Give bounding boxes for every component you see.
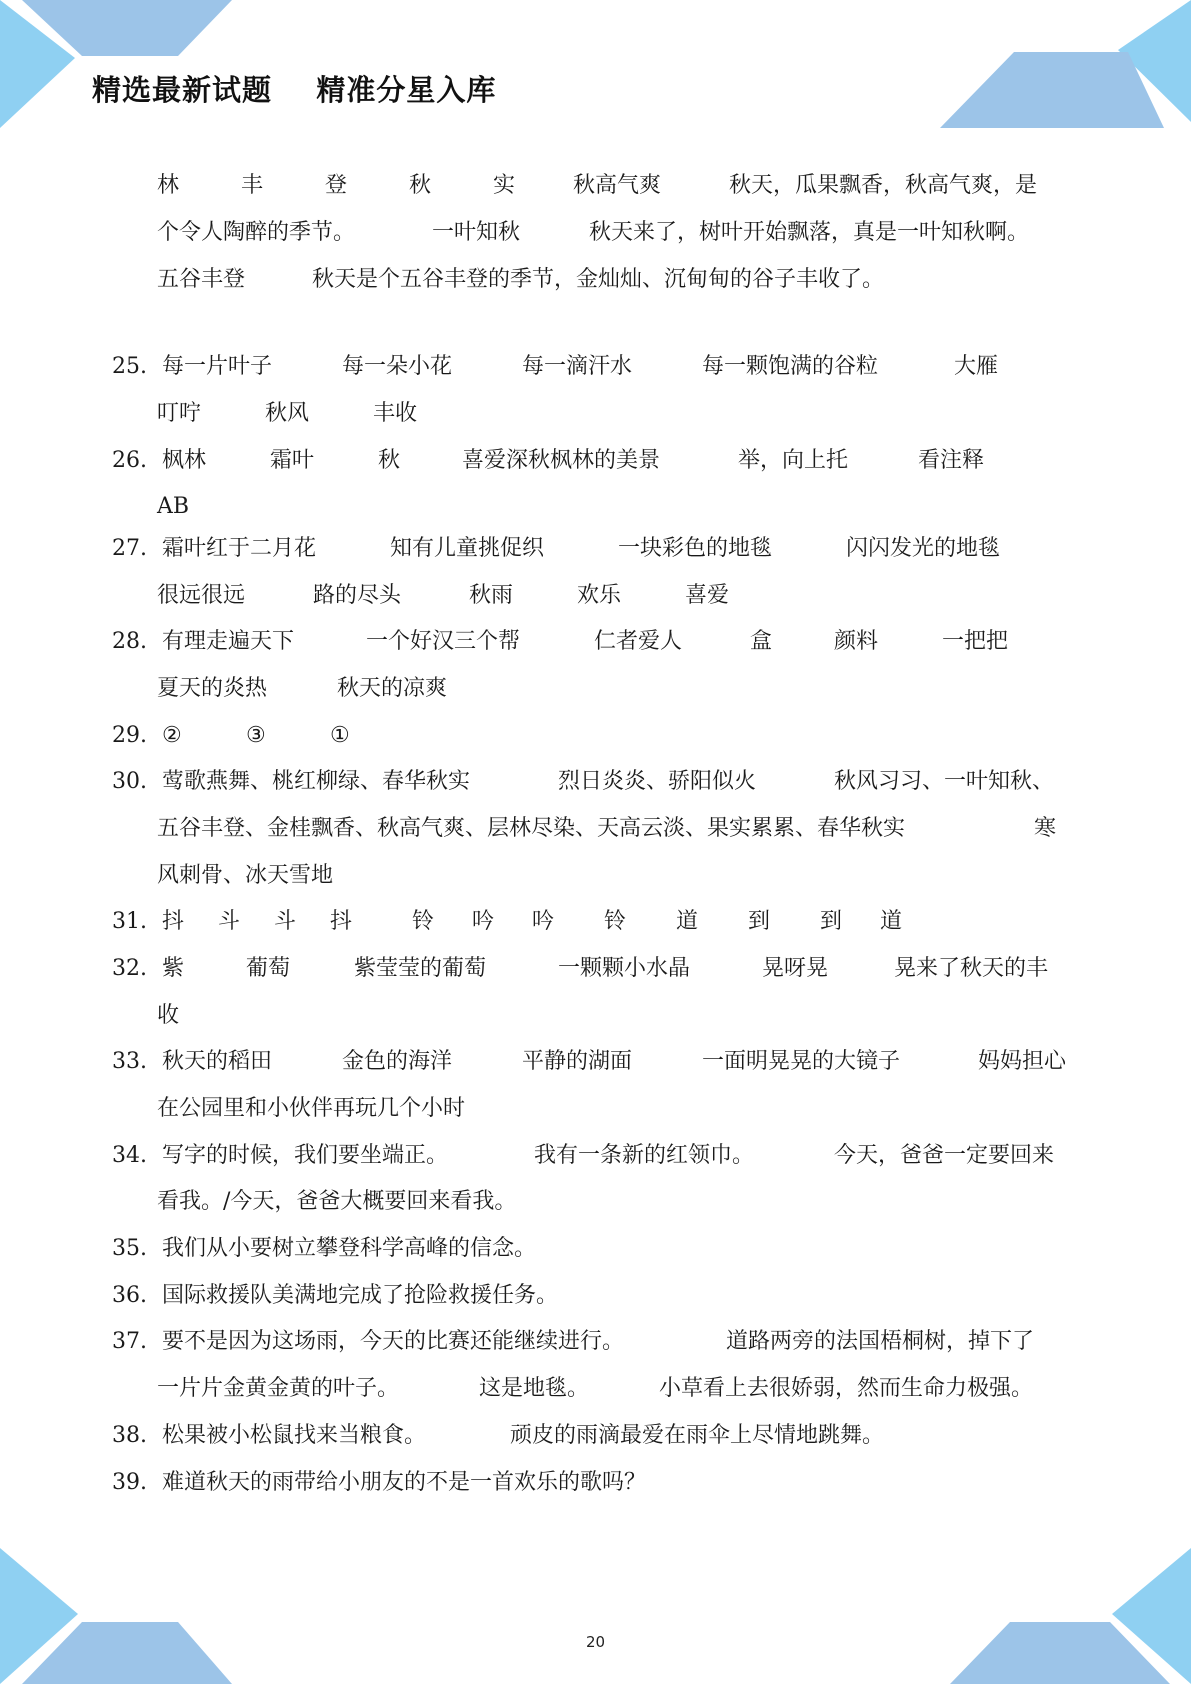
answer-line [162, 954, 1048, 984]
answer-number: 26. [112, 448, 147, 473]
header-title: 精选最新试题 精准分星入库 [92, 73, 497, 107]
answer-number: 38. [112, 1423, 147, 1448]
text-segment: 丰 [241, 173, 264, 198]
text-segment: 道 [880, 909, 903, 934]
answer-line [157, 1001, 179, 1031]
text-segment: 叮咛 [157, 401, 202, 426]
text-segment: 一块彩色的地毯 [618, 536, 773, 561]
text-segment: 秋天来了，树叶开始飘落，真是一叶知秋啊。 [589, 220, 1030, 245]
page-number: 20 [585, 1633, 606, 1651]
text-segment: 铃 [412, 909, 435, 934]
text-segment: 每一颗饱满的谷粒 [702, 354, 879, 379]
answer-number: 25. [112, 354, 147, 379]
text-segment: 顽皮的雨滴最爱在雨伞上尽情地跳舞。 [510, 1423, 885, 1448]
text-segment: 秋风 [265, 401, 310, 426]
text-segment: 每一滴汗水 [522, 354, 633, 379]
text-segment: 五谷丰登 [157, 267, 246, 292]
text-segment: 林 [157, 173, 180, 198]
answer-line [162, 1468, 646, 1498]
text-segment: 妈妈担心 [978, 1049, 1067, 1074]
text-segment: 斗 [218, 909, 241, 934]
text-segment: ② [162, 723, 182, 748]
answer-number: 36. [112, 1283, 147, 1308]
text-segment: 我有一条新的红领巾。 [534, 1143, 755, 1168]
text-segment: 大雁 [954, 354, 999, 379]
top-right-trapezoid [940, 52, 1164, 128]
text-segment: 仁者爱人 [594, 629, 683, 654]
text-segment: 风刺骨、冰天雪地 [157, 863, 334, 888]
text-segment: 一颗颗小水晶 [558, 956, 691, 981]
answer-line [162, 352, 998, 382]
text-segment: 抖 [330, 909, 353, 934]
text-segment: 难道秋天的雨带给小朋友的不是一首欢乐的歌吗？ [162, 1470, 647, 1495]
answer-number: 28. [112, 629, 147, 654]
text-segment: 晃呀晃 [762, 956, 829, 981]
answer-number: 37. [112, 1329, 147, 1354]
answer-line [162, 907, 902, 937]
text-segment: 霜叶 [270, 448, 315, 473]
text-segment: 登 [325, 173, 348, 198]
text-segment: 秋风习习、一叶知秋、 [834, 769, 1055, 794]
text-segment: 抖 [162, 909, 185, 934]
text-segment: 看注释 [918, 448, 985, 473]
answer-line [157, 581, 729, 611]
text-segment: 这是地毯。 [479, 1376, 590, 1401]
text-segment: 一叶知秋 [432, 220, 521, 245]
answer-line [162, 1327, 1034, 1357]
text-segment: 金色的海洋 [342, 1049, 453, 1074]
answer-line [162, 627, 1008, 657]
text-segment: 平静的湖面 [522, 1049, 633, 1074]
text-segment: 紫莹莹的葡萄 [354, 956, 487, 981]
answer-number: 30. [112, 769, 147, 794]
text-segment: 要不是因为这场雨，今天的比赛还能继续进行。 [162, 1329, 625, 1354]
text-segment: 一个好汉三个帮 [366, 629, 521, 654]
text-segment: 每一朵小花 [342, 354, 453, 379]
answer-line [157, 1374, 1033, 1404]
intro-line [157, 265, 884, 295]
text-segment: 知有儿童挑促织 [390, 536, 545, 561]
text-segment: 吟 [532, 909, 555, 934]
text-segment: 松果被小松鼠找来当粮食。 [162, 1423, 427, 1448]
answer-line [162, 767, 1054, 797]
text-segment: 晃来了秋天的丰 [894, 956, 1049, 981]
text-segment: 秋天的凉爽 [337, 676, 448, 701]
text-segment: 烈日炎炎、骄阳似火 [558, 769, 757, 794]
text-segment: 我们从小要树立攀登科学高峰的信念。 [162, 1236, 537, 1261]
answer-number: 34. [112, 1143, 147, 1168]
text-segment: 喜爱深秋枫林的美景 [462, 448, 661, 473]
answer-line [162, 1421, 884, 1451]
text-segment: 丰收 [373, 401, 418, 426]
text-segment: 枫林 [162, 448, 207, 473]
answer-number: 35. [112, 1236, 147, 1261]
text-segment: 欢乐 [577, 583, 622, 608]
text-segment: 写字的时候，我们要坐端正。 [162, 1143, 449, 1168]
text-segment: 闪闪发光的地毯 [846, 536, 1001, 561]
text-segment: 喜爱 [685, 583, 730, 608]
answer-line [162, 1047, 1066, 1077]
text-segment: 道路两旁的法国梧桐树，掉下了 [726, 1329, 1035, 1354]
text-segment: 国际救援队美满地完成了抢险救援任务。 [162, 1283, 559, 1308]
answer-line [157, 492, 189, 522]
text-segment: 紫 [162, 956, 185, 981]
intro-line [157, 171, 1037, 201]
text-segment: 很远很远 [157, 583, 246, 608]
answer-line [162, 534, 1000, 564]
text-segment: 收 [157, 1003, 180, 1028]
text-segment: 一片片金黄金黄的叶子。 [157, 1376, 400, 1401]
text-segment: 在公园里和小伙伴再玩几个小时 [157, 1096, 466, 1121]
text-segment: 夏天的炎热 [157, 676, 268, 701]
text-segment: 看我。/今天，爸爸大概要回来看我。 [157, 1189, 517, 1214]
text-segment: 吟 [472, 909, 495, 934]
text-segment: ① [330, 723, 350, 748]
text-segment: 秋雨 [469, 583, 514, 608]
text-segment: 每一片叶子 [162, 354, 273, 379]
text-segment: 个令人陶醉的季节。 [157, 220, 356, 245]
answer-line [162, 1234, 536, 1264]
text-segment: 实 [493, 173, 516, 198]
text-segment: 道 [676, 909, 699, 934]
text-segment: 秋高气爽 [573, 173, 662, 198]
text-segment: 莺歌燕舞、桃红柳绿、春华秋实 [162, 769, 471, 794]
answer-number: 29. [112, 723, 147, 748]
text-segment: 斗 [274, 909, 297, 934]
text-segment: 一把把 [942, 629, 1009, 654]
text-segment: 五谷丰登、金桂飘香、秋高气爽、层林尽染、天高云淡、果实累累、春华秋实 [157, 816, 906, 841]
answer-number: 33. [112, 1049, 147, 1074]
text-segment: 一面明晃晃的大镜子 [702, 1049, 901, 1074]
text-segment: AB [157, 494, 190, 519]
answer-line [162, 1281, 558, 1311]
text-segment: 霜叶红于二月花 [162, 536, 317, 561]
text-segment: 举，向上托 [738, 448, 849, 473]
text-segment: 秋 [378, 448, 401, 473]
text-segment: 寒 [1034, 816, 1057, 841]
text-segment: 小草看上去很娇弱，然而生命力极强。 [659, 1376, 1034, 1401]
answer-number: 39. [112, 1470, 147, 1495]
text-segment: 铃 [604, 909, 627, 934]
text-segment: 今天，爸爸一定要回来 [834, 1143, 1055, 1168]
text-segment: ③ [246, 723, 266, 748]
text-segment: 秋天，瓜果飘香，秋高气爽，是 [729, 173, 1038, 198]
answer-line [157, 861, 333, 891]
answer-line [162, 446, 984, 476]
answer-line [157, 399, 417, 429]
text-segment: 葡萄 [246, 956, 291, 981]
answer-number: 32. [112, 956, 147, 981]
text-segment: 到 [748, 909, 771, 934]
answer-line [157, 1187, 516, 1217]
text-segment: 秋天是个五谷丰登的季节，金灿灿、沉甸甸的谷子丰收了。 [312, 267, 885, 292]
text-segment: 盒 [750, 629, 773, 654]
answer-line [157, 674, 447, 704]
intro-line [157, 218, 1029, 248]
answer-number: 31. [112, 909, 147, 934]
text-segment: 秋 [409, 173, 432, 198]
text-segment: 路的尽头 [313, 583, 402, 608]
answer-line [162, 721, 350, 751]
answer-line [162, 1141, 1054, 1171]
text-segment: 有理走遍天下 [162, 629, 295, 654]
text-segment: 秋天的稻田 [162, 1049, 273, 1074]
text-segment: 到 [820, 909, 843, 934]
answer-number: 27. [112, 536, 147, 561]
answer-line [157, 814, 1056, 844]
answer-line [157, 1094, 465, 1124]
text-segment: 颜料 [834, 629, 879, 654]
